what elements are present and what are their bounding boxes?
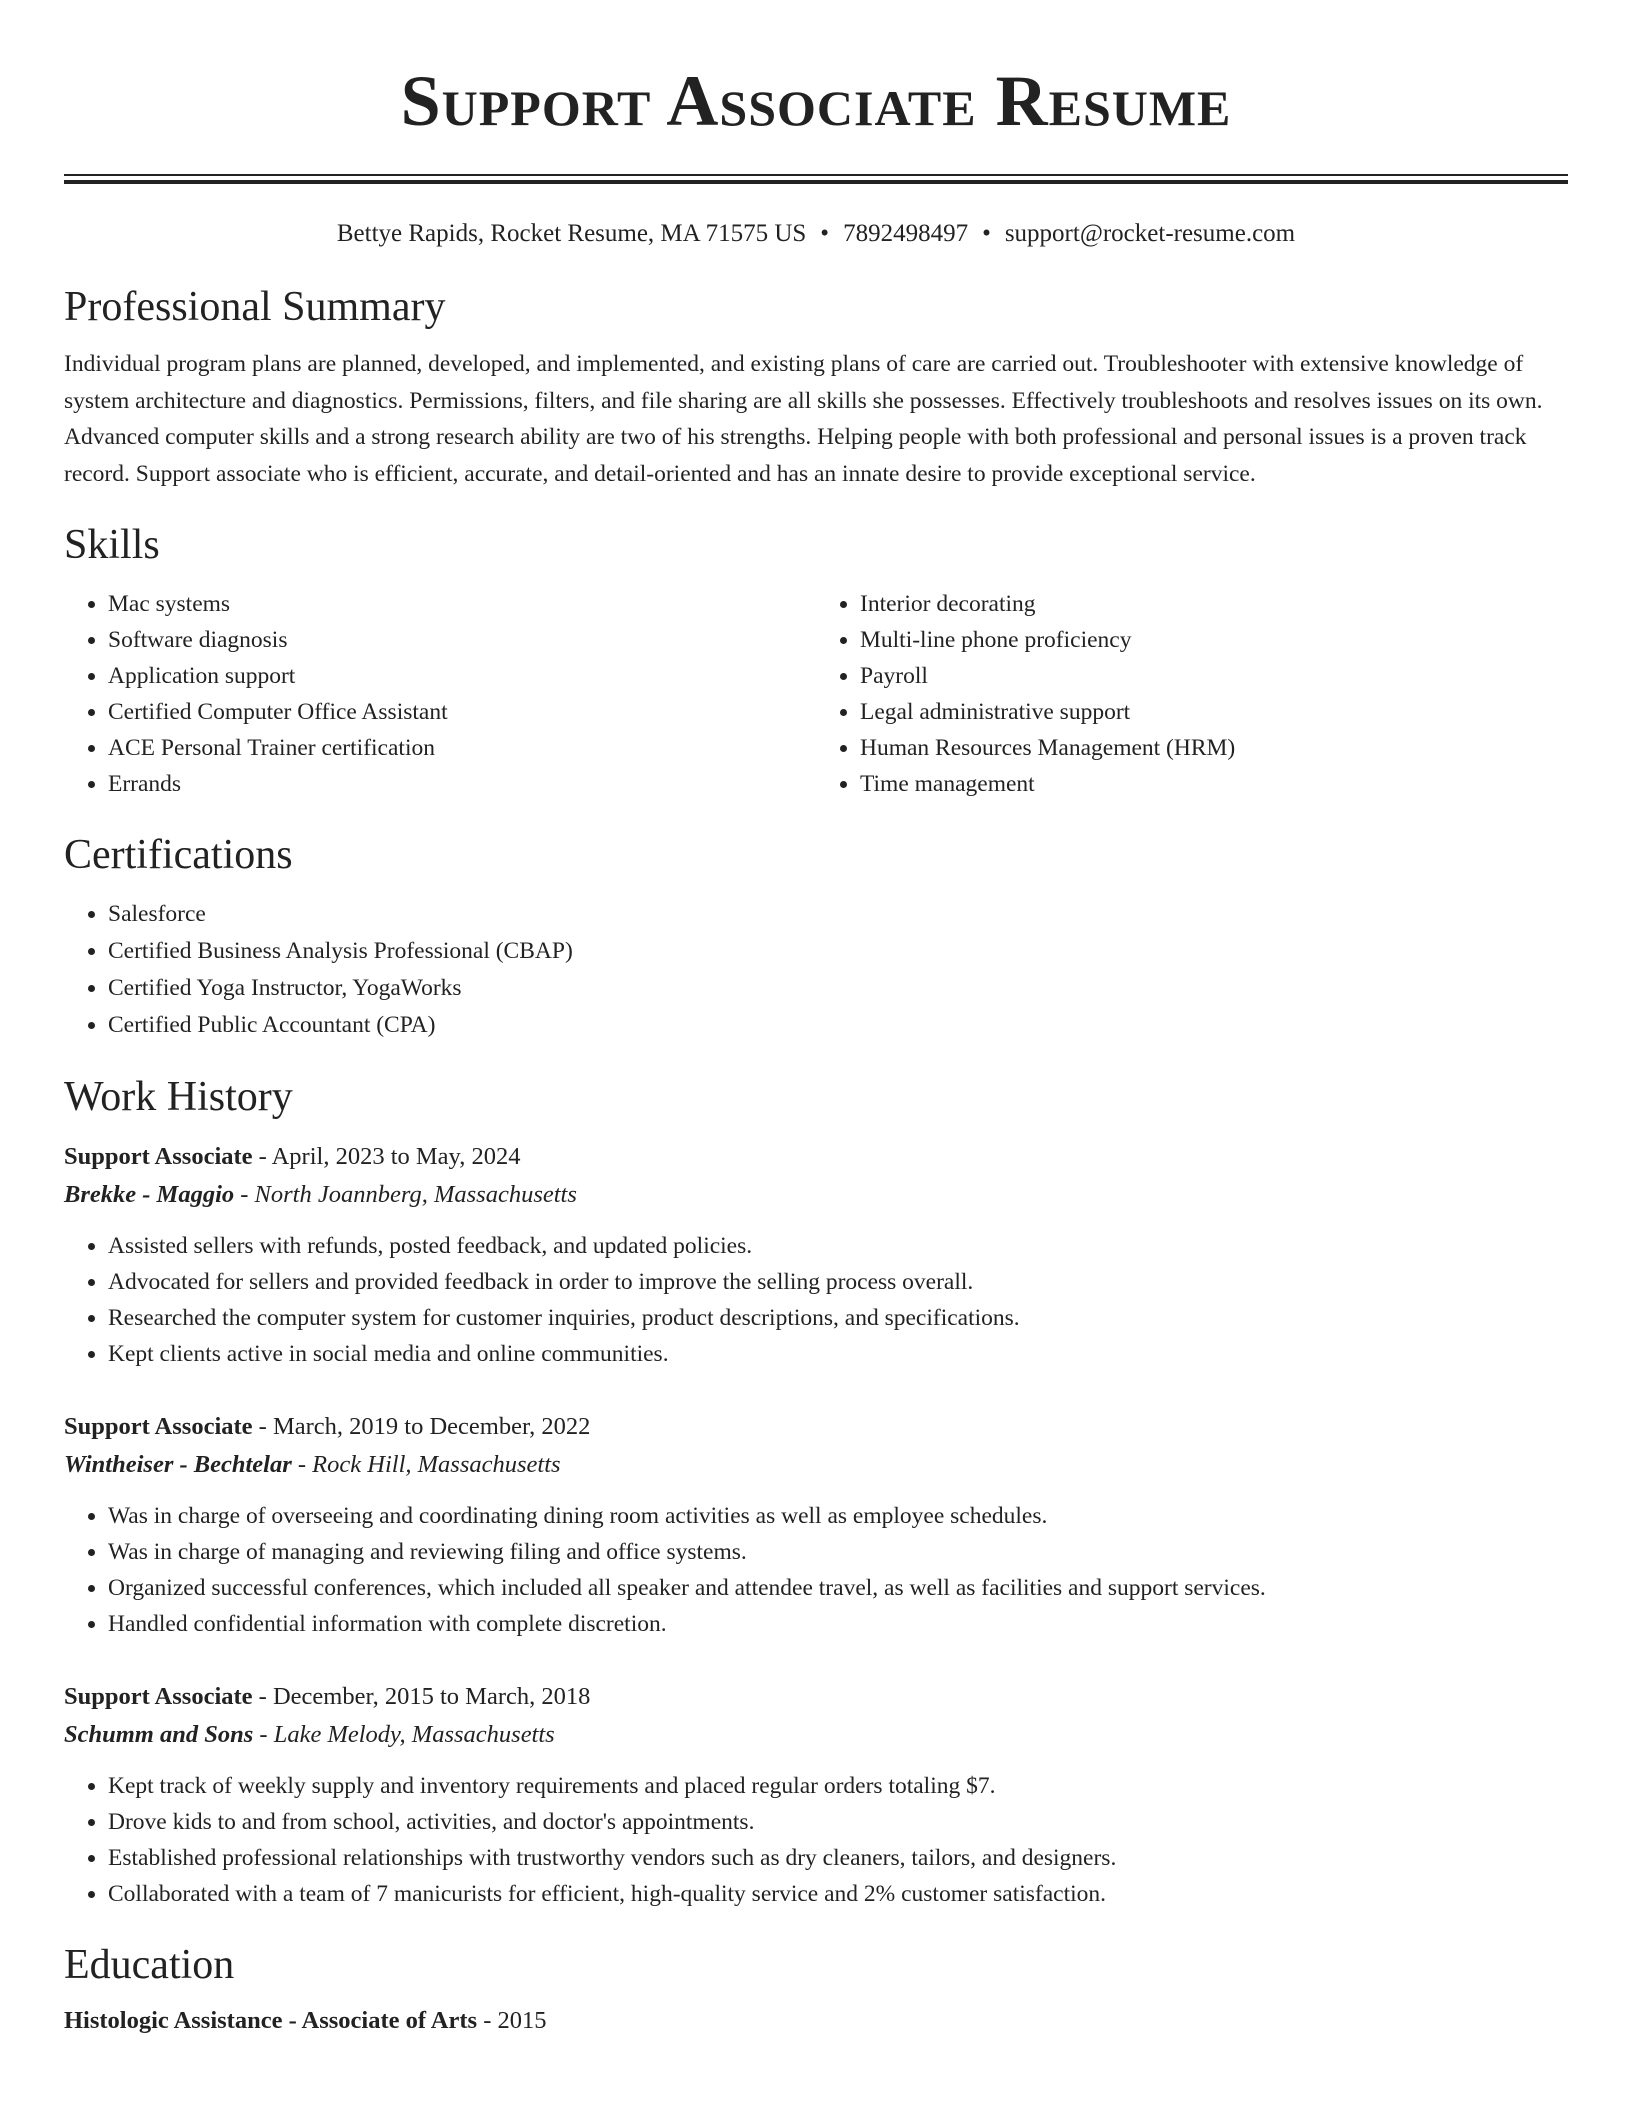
skills-list-right <box>816 586 1568 802</box>
job-title: Support Associate <box>64 1683 253 1710</box>
certification-item: • Certified Public Accountant (CPA) <box>108 1007 1568 1044</box>
certifications-list <box>64 896 1568 1044</box>
work-history-section <box>64 1070 1568 1912</box>
skill-item: • ACE Personal Trainer certification <box>108 730 816 766</box>
section-heading-education: Education <box>64 1942 235 1988</box>
skill-item: • Certified Computer Office Assistant <box>108 694 816 730</box>
skill-item: • Legal administrative support <box>860 694 1568 730</box>
skill-item: • Multi-line phone proficiency <box>860 622 1568 658</box>
job-bullet: • Researched the computer system for customer inquiries, product descriptions, and specifications. <box>108 1300 1568 1336</box>
job-bullet: • Established professional relationships with trustworthy vendors such as dry cleaners, tailors, and designers. <box>108 1840 1568 1876</box>
education-entry <box>64 2002 1568 2040</box>
skills-list-left <box>64 586 816 802</box>
job-bullets <box>64 1498 1568 1642</box>
skill-item: • Errands <box>108 766 816 802</box>
education-year: - 2015 <box>477 2007 547 2034</box>
job-dates: - March, 2019 to December, 2022 <box>252 1413 591 1440</box>
job-bullet: • Advocated for sellers and provided feedback in order to improve the selling process overall. <box>108 1264 1568 1300</box>
job-entry <box>64 1138 1568 1372</box>
summary-text: Individual program plans are planned, developed, and implemented, and existing plans of care are carried out. Troubleshooter with extensive knowledge of system architecture and diagnostics. Permissions, filters, and file sharing are all skills she possesses. Effectively troubleshoots and resolves issues on its own. Advanced computer skills and a strong research ability are two of his strengths. Helping people with both professional and personal issues is a proven track record. Support associate who is efficient, accurate, and detail-oriented and has an innate desire to provide exceptional service. <box>64 351 1543 487</box>
skill-item: • Interior decorating <box>860 586 1568 622</box>
contact-line <box>64 218 1568 250</box>
contact-email[interactable]: support@rocket-resume.com <box>1004 220 1296 247</box>
job-bullet: • Handled confidential information with complete discretion. <box>108 1606 1568 1642</box>
job-company: Wintheiser - Bechtelar <box>64 1451 292 1478</box>
job-title: Support Associate <box>64 1143 253 1170</box>
job-location: - Rock Hill, Massachusetts <box>291 1451 561 1478</box>
education-section <box>64 1938 1568 2040</box>
job-bullet: • Was in charge of managing and reviewing filing and office systems. <box>108 1534 1568 1570</box>
section-heading-summary: Professional Summary <box>64 284 446 330</box>
job-bullet: • Organized successful conferences, which included all speaker and attendee travel, as well as facilities and support services. <box>108 1570 1568 1606</box>
skill-item: • Payroll <box>860 658 1568 694</box>
resume-title: Support Associate Resume <box>400 61 1232 141</box>
job-bullet: • Kept track of weekly supply and inventory requirements and placed regular orders totaling $7. <box>108 1768 1568 1804</box>
job-entry <box>64 1408 1568 1642</box>
title-divider <box>64 174 1568 184</box>
skill-item: • Time management <box>860 766 1568 802</box>
skill-item: • Mac systems <box>108 586 816 622</box>
job-bullet: • Assisted sellers with refunds, posted feedback, and updated policies. <box>108 1228 1568 1264</box>
certification-item: • Certified Yoga Instructor, YogaWorks <box>108 970 1568 1007</box>
job-title-line <box>64 1408 1568 1446</box>
certifications-section <box>64 828 1568 1044</box>
job-location: - Lake Melody, Massachusetts <box>253 1721 555 1748</box>
job-title-line <box>64 1138 1568 1176</box>
job-company-line <box>64 1716 1568 1754</box>
contact-separator: • <box>982 220 991 247</box>
job-bullet: • Drove kids to and from school, activities, and doctor's appointments. <box>108 1804 1568 1840</box>
job-company-line <box>64 1446 1568 1484</box>
job-bullet: • Was in charge of overseeing and coordinating dining room activities as well as employee schedules. <box>108 1498 1568 1534</box>
job-bullet: • Kept clients active in social media and online communities. <box>108 1336 1568 1372</box>
job-dates: - December, 2015 to March, 2018 <box>252 1683 591 1710</box>
section-heading-certifications: Certifications <box>64 832 293 878</box>
job-bullet: • Collaborated with a team of 7 manicurists for efficient, high-quality service and 2% customer satisfaction. <box>108 1876 1568 1912</box>
contact-phone: 7892498497 <box>843 220 969 247</box>
job-entry <box>64 1678 1568 1912</box>
job-company: Schumm and Sons <box>64 1721 254 1748</box>
skill-item: • Software diagnosis <box>108 622 816 658</box>
job-location: - North Joannberg, Massachusetts <box>234 1181 577 1208</box>
job-company-line <box>64 1176 1568 1214</box>
section-heading-work-history: Work History <box>64 1074 293 1120</box>
job-dates: - April, 2023 to May, 2024 <box>252 1143 521 1170</box>
job-bullets <box>64 1768 1568 1912</box>
contact-separator: • <box>820 220 830 247</box>
skills-columns <box>64 586 1568 802</box>
section-heading-skills: Skills <box>64 522 160 568</box>
professional-summary-section <box>64 280 1568 492</box>
education-degree: Histologic Assistance - Associate of Arts <box>64 2007 478 2034</box>
skill-item: • Human Resources Management (HRM) <box>860 730 1568 766</box>
skills-section <box>64 518 1568 802</box>
contact-address: Bettye Rapids, Rocket Resume, MA 71575 US <box>336 220 807 247</box>
job-bullets <box>64 1228 1568 1372</box>
certification-item: • Salesforce <box>108 896 1568 933</box>
job-title: Support Associate <box>64 1413 253 1440</box>
job-company: Brekke - Maggio <box>64 1181 235 1208</box>
skill-item: • Application support <box>108 658 816 694</box>
job-title-line <box>64 1678 1568 1716</box>
certification-item: • Certified Business Analysis Professional (CBAP) <box>108 933 1568 970</box>
